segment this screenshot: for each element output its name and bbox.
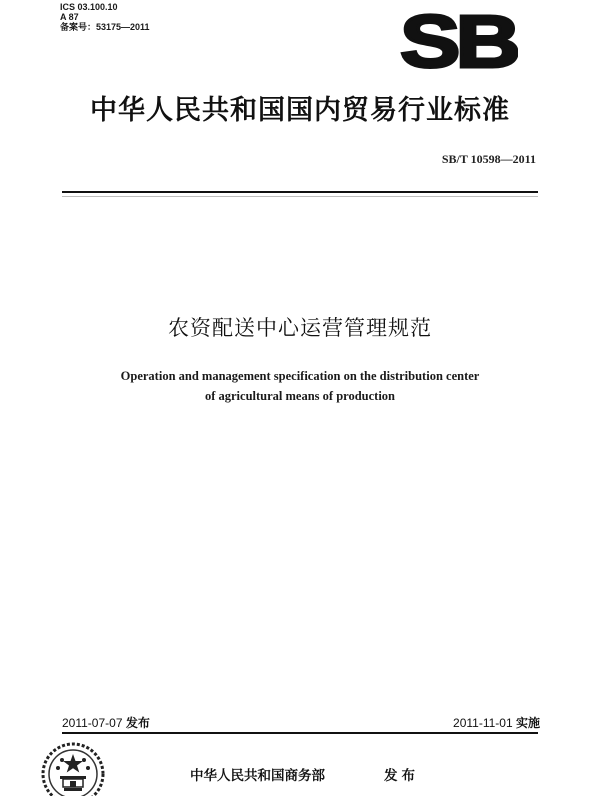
bottom-divider [62, 732, 538, 734]
standard-code: SB/T 10598—2011 [441, 152, 536, 166]
issuing-authority: 中华人民共和国商务部 [190, 768, 325, 784]
issue-date-value: 2011-07-07 [62, 716, 123, 730]
ics-code: ICS 03.100.10 [60, 2, 118, 12]
record-number: 备案号：53175—2011 [60, 22, 150, 32]
document-title-en [0, 366, 600, 406]
national-emblem-icon [40, 738, 106, 796]
sb-logo-text: SB [400, 10, 518, 72]
document-title-cn: 农资配送中心运营管理规范 [168, 316, 432, 340]
top-divider-thin [62, 196, 538, 197]
implementation-date-label: 实施 [515, 716, 540, 730]
issue-date [62, 714, 150, 731]
issuing-action: 发布 [384, 768, 419, 784]
implementation-date [453, 714, 540, 731]
classification-block [60, 2, 150, 32]
standard-category-title: 中华人民共和国国内贸易行业标准 [90, 95, 510, 126]
ccs-code: A 87 [60, 12, 79, 22]
sb-logo [398, 10, 518, 72]
issue-date-label: 发布 [125, 716, 150, 730]
document-title-en-line1: Operation and management specification on the distribution center [120, 369, 480, 383]
implementation-date-value: 2011-11-01 [453, 716, 513, 730]
document-title-en-line2: of agricultural means of production [204, 389, 396, 403]
top-divider [62, 191, 538, 193]
